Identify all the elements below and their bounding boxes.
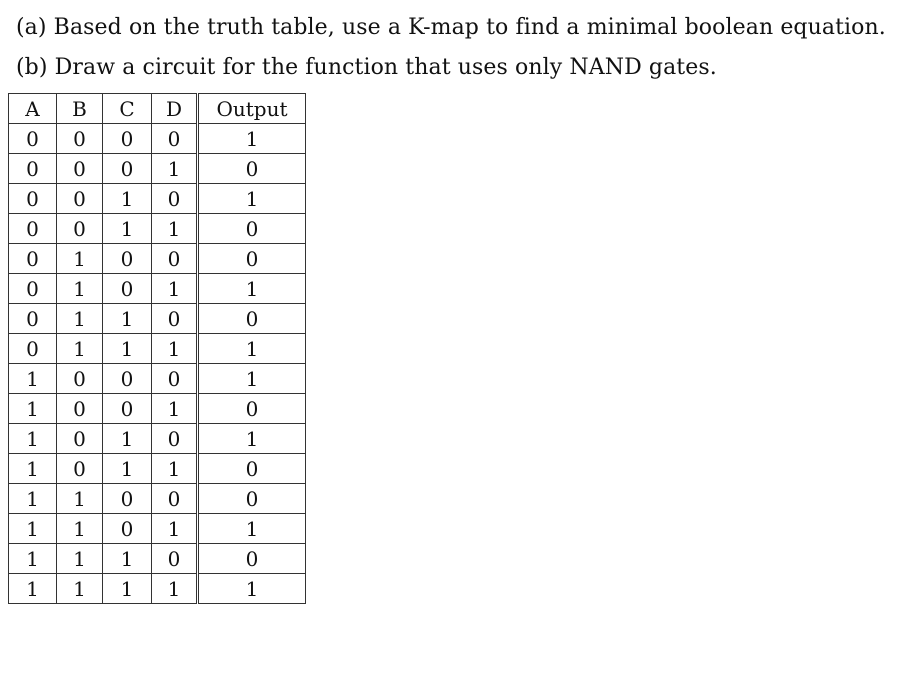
- table-row: [9, 334, 306, 364]
- table-row: [9, 214, 306, 244]
- cell-c: 1: [103, 544, 152, 574]
- cell-output: 0: [198, 544, 306, 574]
- cell-a: 1: [9, 544, 57, 574]
- cell-a: 1: [9, 454, 57, 484]
- cell-output: 0: [198, 214, 306, 244]
- cell-d: 1: [152, 274, 198, 304]
- cell-c: 1: [103, 334, 152, 364]
- cell-a: 0: [9, 184, 57, 214]
- cell-b: 1: [57, 274, 103, 304]
- cell-a: 0: [9, 334, 57, 364]
- cell-c: 1: [103, 424, 152, 454]
- cell-d: 0: [152, 424, 198, 454]
- cell-output: 1: [198, 364, 306, 394]
- cell-output: 1: [198, 334, 306, 364]
- cell-b: 1: [57, 244, 103, 274]
- cell-b: 0: [57, 154, 103, 184]
- question-a: (a) Based on the truth table, use a K-map to find a minimal boolean equation.: [16, 15, 886, 40]
- table-row: [9, 184, 306, 214]
- cell-b: 0: [57, 394, 103, 424]
- table-row: [9, 394, 306, 424]
- cell-d: 1: [152, 394, 198, 424]
- table-row: [9, 424, 306, 454]
- cell-a: 1: [9, 484, 57, 514]
- cell-a: 0: [9, 214, 57, 244]
- header-c: C: [103, 94, 152, 124]
- cell-c: 0: [103, 244, 152, 274]
- cell-c: 1: [103, 214, 152, 244]
- cell-d: 1: [152, 154, 198, 184]
- cell-output: 1: [198, 274, 306, 304]
- cell-output: 0: [198, 244, 306, 274]
- table-row: [9, 154, 306, 184]
- cell-b: 0: [57, 424, 103, 454]
- cell-b: 1: [57, 304, 103, 334]
- cell-a: 1: [9, 394, 57, 424]
- cell-d: 1: [152, 574, 198, 604]
- cell-c: 0: [103, 364, 152, 394]
- cell-c: 1: [103, 184, 152, 214]
- cell-a: 0: [9, 124, 57, 154]
- cell-b: 1: [57, 334, 103, 364]
- cell-d: 1: [152, 334, 198, 364]
- truth-table: [8, 93, 306, 604]
- header-row: [9, 94, 306, 124]
- cell-d: 0: [152, 244, 198, 274]
- cell-b: 1: [57, 484, 103, 514]
- cell-b: 1: [57, 574, 103, 604]
- truth-table-header: [9, 94, 306, 124]
- cell-d: 1: [152, 214, 198, 244]
- cell-output: 1: [198, 574, 306, 604]
- table-row: [9, 454, 306, 484]
- header-b: B: [57, 94, 103, 124]
- cell-a: 0: [9, 274, 57, 304]
- table-row: [9, 304, 306, 334]
- cell-d: 1: [152, 454, 198, 484]
- cell-b: 0: [57, 184, 103, 214]
- cell-a: 0: [9, 304, 57, 334]
- cell-d: 0: [152, 184, 198, 214]
- cell-c: 0: [103, 124, 152, 154]
- truth-table-body: [9, 124, 306, 604]
- cell-d: 1: [152, 514, 198, 544]
- table-row: [9, 244, 306, 274]
- header-a: A: [9, 94, 57, 124]
- cell-a: 0: [9, 154, 57, 184]
- cell-output: 0: [198, 154, 306, 184]
- cell-output: 0: [198, 484, 306, 514]
- cell-b: 0: [57, 124, 103, 154]
- cell-output: 0: [198, 394, 306, 424]
- cell-c: 1: [103, 454, 152, 484]
- cell-a: 1: [9, 514, 57, 544]
- table-row: [9, 544, 306, 574]
- header-output: Output: [198, 94, 306, 124]
- cell-c: 0: [103, 484, 152, 514]
- cell-b: 0: [57, 214, 103, 244]
- header-d: D: [152, 94, 198, 124]
- table-row: [9, 484, 306, 514]
- cell-c: 0: [103, 394, 152, 424]
- cell-output: 1: [198, 124, 306, 154]
- cell-c: 0: [103, 514, 152, 544]
- cell-d: 0: [152, 544, 198, 574]
- cell-b: 1: [57, 514, 103, 544]
- cell-c: 0: [103, 154, 152, 184]
- cell-output: 1: [198, 424, 306, 454]
- cell-d: 0: [152, 484, 198, 514]
- cell-a: 1: [9, 424, 57, 454]
- cell-d: 0: [152, 364, 198, 394]
- table-row: [9, 574, 306, 604]
- table-row: [9, 124, 306, 154]
- cell-output: 0: [198, 454, 306, 484]
- cell-output: 0: [198, 304, 306, 334]
- cell-output: 1: [198, 514, 306, 544]
- cell-a: 1: [9, 574, 57, 604]
- cell-d: 0: [152, 304, 198, 334]
- cell-d: 0: [152, 124, 198, 154]
- table-row: [9, 514, 306, 544]
- question-b: (b) Draw a circuit for the function that uses only NAND gates.: [16, 55, 717, 80]
- cell-b: 0: [57, 364, 103, 394]
- cell-b: 1: [57, 544, 103, 574]
- cell-a: 0: [9, 244, 57, 274]
- cell-c: 0: [103, 274, 152, 304]
- cell-output: 1: [198, 184, 306, 214]
- cell-c: 1: [103, 574, 152, 604]
- cell-b: 0: [57, 454, 103, 484]
- cell-a: 1: [9, 364, 57, 394]
- cell-c: 1: [103, 304, 152, 334]
- table-row: [9, 364, 306, 394]
- table-row: [9, 274, 306, 304]
